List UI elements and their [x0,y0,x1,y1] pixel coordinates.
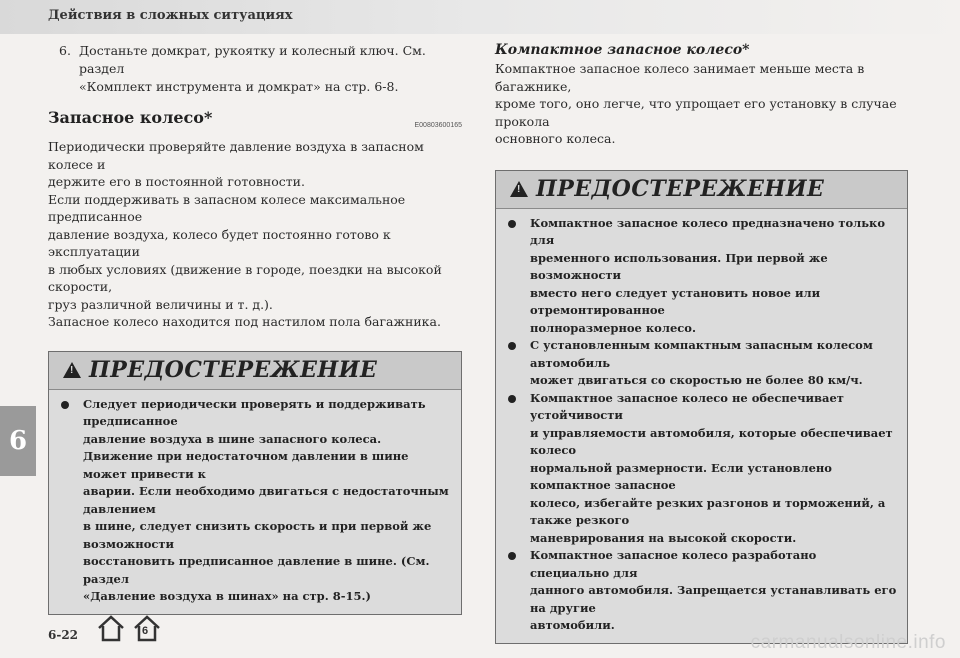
text-line: в шине, следует снизить скорость и при первой же возможности [83,519,432,551]
warning-triangle-icon [63,362,81,378]
text-line: в любых условиях (движение в городе, поездки на высокой скорости, [48,261,442,294]
bullet-text [530,547,897,635]
spare-wheel-heading: Запасное колесо* [48,108,213,127]
warning-triangle-icon [510,181,528,197]
section-title: Действия в сложных ситуациях [48,8,293,23]
text-line: Компактное запасное колесо занимает меньше места в багажнике, [495,61,865,94]
text-line: автомобили. [530,618,615,632]
warning-title: ПРЕДОСТЕРЕЖЕНИЕ [536,176,825,202]
home-icon[interactable] [96,614,126,642]
nav-icons [96,614,162,642]
text-line: «Давление воздуха в шинах» на стр. 8-15.) [83,589,371,603]
watermark: carmanualsonline.info [750,632,946,653]
text-line: может двигаться со скоростью не более 80 км/ч. [530,373,863,387]
chapter-number: 6 [8,426,28,456]
bullet-dot-icon [508,342,516,350]
text-line: Компактное запасное колесо не обеспечивает устойчивости [530,390,844,422]
warning-body [49,390,461,614]
warning-bullet [508,215,897,338]
step-6 [59,42,462,96]
text-line: полноразмерное колесо. [530,320,696,335]
chapter-tab [0,406,36,476]
bullet-dot-icon [508,395,516,403]
compact-spare-heading: Компактное запасное колесо* [495,42,750,58]
spare-wheel-text [48,138,462,331]
bullet-dot-icon [61,401,69,409]
text-line: временного использования. При первой же возможности [530,250,828,282]
text-line: Если поддерживать в запасном колесе максимальное предписанное [48,191,406,224]
text-line: кроме того, оно легче, что упрощает его установку в случае прокола [495,96,897,129]
text-line: С установленным компактным запасным колесом автомобиль [530,338,873,370]
warning-bullet [508,390,897,548]
bullet-dot-icon [508,220,516,228]
text-line: Компактное запасное колесо разработано специально для [530,548,817,580]
text-line: аварии. Если необходимо двигаться с недостаточным давлением [83,484,449,516]
text-line: маневрирования на высокой скорости. [530,530,797,545]
text-line: вместо него следует установить новое или отремонтированное [530,285,821,317]
text-line: восстановить предписанное давление в шине. (См. раздел [83,554,430,586]
text-line: Компактное запасное колесо предназначено только для [530,215,886,247]
bullet-text [83,396,451,606]
page-number: 6-22 [48,628,79,642]
step-line: «Комплект инструмента и домкрат» на стр. 6-8. [79,79,399,94]
step-number: 6. [59,43,71,58]
bullet-text [530,390,897,548]
bullet-dot-icon [508,552,516,560]
warning-header [49,352,461,390]
text-line: и управляемости автомобиля, которые обеспечивает колесо [530,425,893,457]
warning-header [496,171,907,209]
warning-box-left [48,351,462,615]
warning-body [496,209,907,643]
step-text [79,42,462,96]
chapter-home-icon[interactable] [132,614,162,642]
text-line: Движение при недостаточном давлении в шине может привести к [83,449,409,481]
warning-bullet [508,337,897,390]
step-line: Достаньте домкрат, рукоятку и колесный ключ. См. раздел [79,43,426,76]
text-line: груз различной величины и т. д.). [48,296,273,312]
text-line: Следует периодически проверять и поддерживать предписанное [83,396,426,428]
warning-bullet [61,396,451,606]
section-code: E00803600165 [414,122,462,129]
bullet-text [530,337,897,390]
spare-wheel-heading-row [48,108,462,134]
warning-title: ПРЕДОСТЕРЕЖЕНИЕ [89,357,378,383]
text-line: основного колеса. [495,131,616,146]
text-line: Периодически проверяйте давление воздуха в запасном колесе и [48,139,424,172]
text-line: колесо, избегайте резких разгонов и торможений, а также резкого [530,495,886,527]
text-line: держите его в постоянной готовности. [48,174,305,189]
warning-bullet [508,547,897,635]
left-column [48,42,462,615]
bullet-text [530,215,897,338]
text-line: давление воздуха, колесо будет постоянно готово к эксплуатации [48,226,391,259]
text-line: Запасное колесо находится под настилом пола багажника. [48,314,441,329]
right-column [495,42,908,644]
text-line: нормальной размерности. Если установлено компактное запасное [530,460,832,492]
text-line: давление воздуха в шине запасного колеса. [83,431,382,446]
chapter-home-number: 6 [142,625,149,637]
compact-spare-text [495,60,908,148]
text-line: данного автомобиля. Запрещается устанавливать его на другие [530,583,897,615]
warning-box-right [495,170,908,644]
